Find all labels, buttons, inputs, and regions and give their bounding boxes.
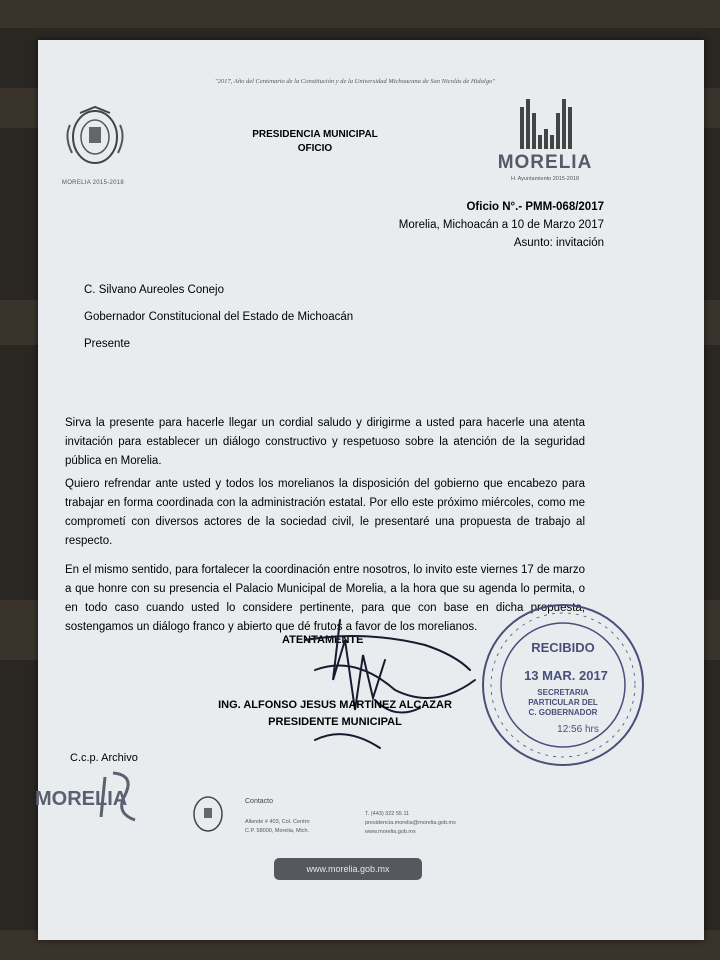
- contact-phone: T. (443) 322 55 11: [365, 811, 410, 817]
- subject: Asunto: invitación: [513, 237, 604, 249]
- signer-name: ING. ALFONSO JESUS MARTINEZ ALCAZAR: [218, 699, 452, 711]
- oficio-number: Oficio N°.- PMM-068/2017: [466, 201, 604, 213]
- closing-salutation: ATENTAMENTE: [282, 634, 364, 646]
- recipient-block: [84, 277, 353, 358]
- signer-block: [200, 697, 470, 731]
- body-paragraph: Quiero refrendar ante usted y todos los morelianos la disposición del gobierno que encabezo para trabajar en forma coordinada con la administración estatal. Por ello este próximo miércoles, como me comprometí con diversos actores de la sociedad civil, le presentaré una propuesta de trabajo al respecto.: [65, 478, 585, 547]
- contact-web: www.morelia.gob.mx: [365, 829, 416, 835]
- contact-seal-icon: [187, 793, 229, 835]
- svg-text:MORELIA: MORELIA: [35, 788, 128, 810]
- stamp-line: PARTICULAR DEL: [528, 698, 598, 707]
- municipal-seal-icon: [60, 105, 130, 169]
- ccp-archive: C.c.p. Archivo: [70, 752, 138, 764]
- received-stamp: [478, 600, 648, 770]
- stamp-line: SECRETARIA: [537, 688, 589, 697]
- brand-name: MORELIA: [497, 152, 593, 173]
- recipient-title: Gobernador Constitucional del Estado de Michoacán: [84, 311, 354, 323]
- body-paragraph: En el mismo sentido, para fortalecer la coordinación entre nosotros, lo invito este viernes 17 de marzo a que honre con su presencia el Palacio Municipal de Morelia, a la hora que su agenda lo permita, o en todo caso cuando usted lo considere pertinente, para que con base en dicha propuesta, sostengamos un diálogo franco y abierto que dé frutos a favor de los morelianos.: [65, 564, 585, 633]
- letter-meta: [399, 198, 604, 252]
- stamp-line: C. GOBERNADOR: [528, 708, 598, 717]
- brand-subtitle: H. Ayuntamiento 2015-2018: [510, 176, 580, 182]
- stamp-date: 13 MAR. 2017: [524, 668, 608, 683]
- bench-slat: [0, 0, 720, 28]
- signer-title: PRESIDENTE MUNICIPAL: [268, 716, 402, 728]
- recipient-name: C. Silvano Aureoles Conejo: [84, 284, 224, 296]
- contact-email: presidencia.morelia@morelia.gob.mx: [365, 820, 456, 826]
- recipient-greeting: Presente: [84, 338, 131, 350]
- contact-address: Allende # 403, Col. Centro C.P. 58000, Morelia, Mich.: [245, 819, 310, 834]
- stamp-time: 12:56 hrs: [557, 724, 599, 735]
- stamp-label: RECIBIDO: [531, 640, 595, 655]
- office-type: OFICIO: [297, 143, 333, 154]
- place-date: Morelia, Michoacán a 10 de Marzo 2017: [398, 219, 604, 231]
- contact-label: Contacto: [245, 798, 274, 805]
- seal-caption: MORELIA 2015-2018: [61, 180, 125, 186]
- body-paragraph: Sirva la presente para hacerle llegar un cordial saludo y dirigirme a usted para hacerle una atenta invitación para establecer un diálogo constructivo y respetuoso sobre la atención de la seguridad pública en Morelia.: [65, 417, 585, 467]
- contact-details: [365, 810, 456, 837]
- office-title: PRESIDENCIA MUNICIPAL: [252, 129, 378, 140]
- morelia-anniversary-logo-icon: [25, 765, 145, 825]
- footer-website-bar: www.morelia.gob.mx: [274, 858, 422, 880]
- office-heading: [250, 128, 380, 156]
- motto-line: "2017, Año del Centenario de la Constitución y de la Universidad Michoacana de San Nicolás de Hidalgo": [215, 78, 495, 85]
